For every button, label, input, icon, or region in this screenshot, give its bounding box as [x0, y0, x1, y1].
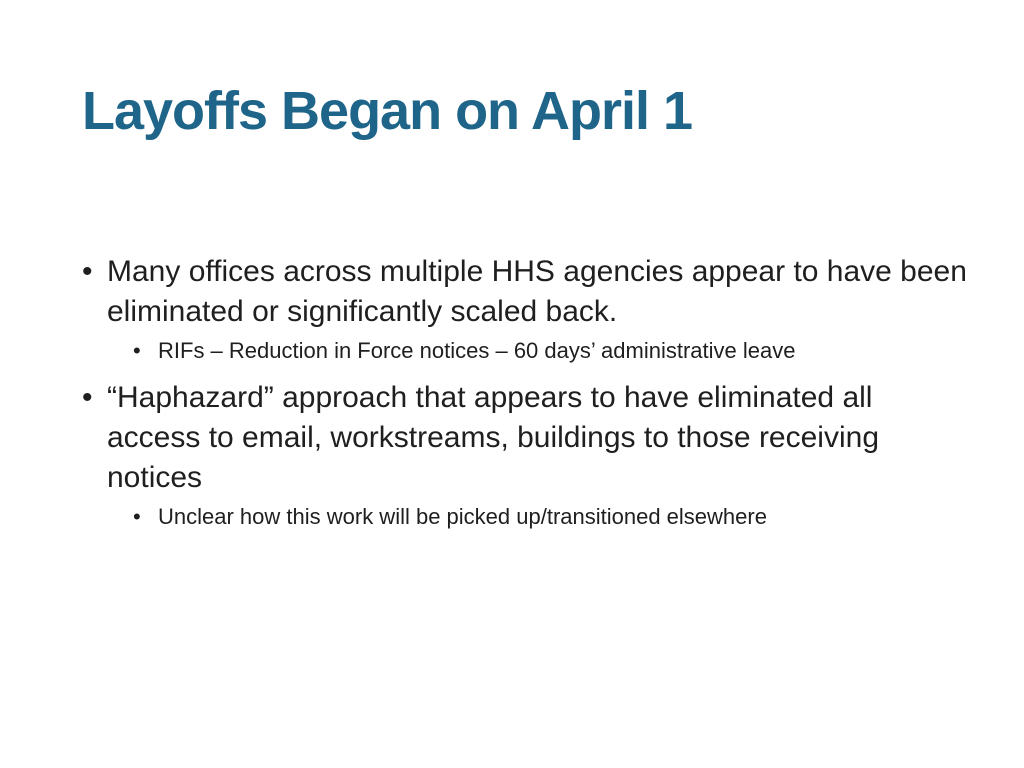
- sub-bullet-text: RIFs – Reduction in Force notices – 60 days’ administrative leave: [158, 338, 796, 363]
- sub-bullet-item: [133, 334, 972, 368]
- bullet-text: “Haphazard” approach that appears to have eliminated all access to email, workstreams, buildings to those receiving notices: [107, 381, 880, 494]
- bullet-icon: •: [82, 381, 93, 414]
- slide-title: Layoffs Began on April 1: [82, 81, 693, 141]
- bullet-icon: •: [133, 338, 141, 363]
- bullet-text: Many offices across multiple HHS agencies appear to have been eliminated or significantly scaled back.: [107, 255, 967, 328]
- sub-bullet-text: Unclear how this work will be picked up/transitioned elsewhere: [158, 504, 767, 529]
- bullet-icon: •: [82, 255, 93, 288]
- bullet-icon: •: [133, 504, 141, 529]
- bullet-item: [82, 252, 972, 332]
- bullet-item: [82, 378, 972, 498]
- sub-bullet-item: [133, 500, 972, 534]
- slide-body: [82, 252, 972, 544]
